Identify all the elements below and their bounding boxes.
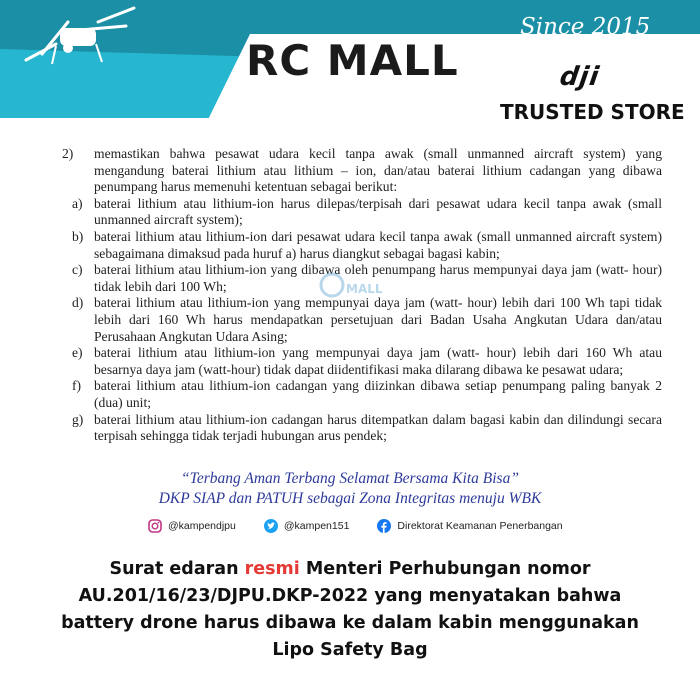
since-label: Since 2015 [520,14,651,40]
social-links [148,516,568,536]
header-banner [0,0,700,140]
slogan-line-2: DKP SIAP dan PATUH sebagai Zona Integritas menuju WBK [158,490,542,507]
instagram-icon[interactable] [148,519,162,533]
clause-intro-text: memastikan bahwa pesawat udara kecil tanpa awak (small unmanned aircraft system) yang mengandung baterai lithium atau lithium – ion, dan/atau baterai lithium cadangan yang dibawa penumpang harus memenuhi ketentuan sebagai berikut: [94,146,662,195]
clause-item [62,229,662,262]
dji-logo: dji [557,62,602,92]
clause-item-text: baterai lithium atau lithium-ion harus dilepas/terpisah dari pesawat udara kecil tanpa awak (small unmanned aircraft system); [94,195,662,228]
facebook-handle[interactable]: Direktorat Keamanan Penerbangan [397,520,563,532]
clause-item [62,412,662,445]
clause-item-label: d) [72,295,84,311]
clause-item-label: f) [72,378,82,394]
facebook-icon[interactable] [377,519,391,533]
clause-item [62,345,662,378]
clause-list [62,196,662,445]
instagram-handle[interactable]: @kampendjpu [168,520,236,532]
caption [60,556,640,664]
drone-icon [22,4,142,70]
clause-item-label: g) [72,411,84,427]
twitter-icon[interactable] [264,519,278,533]
caption-highlight: resmi [244,559,300,579]
clause-item-label: a) [72,195,83,211]
twitter-handle[interactable]: @kampen151 [283,520,350,532]
clause-item [62,378,662,411]
watermark-text: MALL [346,282,383,296]
caption-text-start: Surat edaran [109,559,245,579]
trusted-store-label: TRUSTED STORE [500,100,685,124]
watermark-logo-icon [318,270,348,300]
clause-item-text: baterai lithium atau lithium-ion cadangan harus ditempatkan dalam bagasi kabin dan dilindungi secara terpisah sehingga tidak terjadi hubungan arus pendek; [94,411,662,444]
clause-2 [62,146,662,196]
clause-item-text: baterai lithium atau lithium-ion cadangan yang diizinkan dibawa setiap penumpang paling banyak 2 (dua) unit; [94,378,662,410]
watermark [318,270,383,310]
clause-number: 2) [62,146,74,161]
clause-item-label: c) [72,262,83,278]
brand-logo: RC MALL [246,36,459,85]
clause-item-text: baterai lithium atau lithium-ion yang mempunyai daya jam (watt- hour) lebih dari 100 Wh tapi tidak lebih dari 160 Wh harus mendapatkan persetujuan dari Badan Usaha Angkutan Udara dan/atau Perusahaan Angkutan Udara Asing; [94,295,662,344]
slogan-line-1: “Terbang Aman Terbang Selamat Bersama Kita Bisa” [181,470,519,487]
clause-item-label: b) [72,228,84,244]
clause-item-text: baterai lithium atau lithium-ion yang mempunyai daya jam (watt- hour) lebih dari 160 Wh atau besarnya daya jam (watt-hour) tidak dapat diidentifikasi maka dilarang dibawa ke pesawat udara; [94,345,662,377]
clause-item [62,196,662,229]
clause-item-text: baterai lithium atau lithium-ion dari pesawat udara kecil tanpa awak (small unmanned aircraft system) sebagaimana dimaksud pada huruf a) harus diangkut sebagai bagasi kabin; [94,228,662,261]
clause-item-label: e) [72,345,83,361]
clause-item-text: baterai lithium atau lithium-ion yang dibawa oleh penumpang harus mempunyai daya jam (watt- hour) tidak lebih dari 100 Wh; [94,262,662,294]
caption-text-end: Menteri Perhubungan nomor AU.201/16/23/DJPU.DKP-2022 yang menyatakan bahwa battery drone harus dibawa ke dalam kabin menggunakan Lipo Safety Bag [61,559,639,660]
